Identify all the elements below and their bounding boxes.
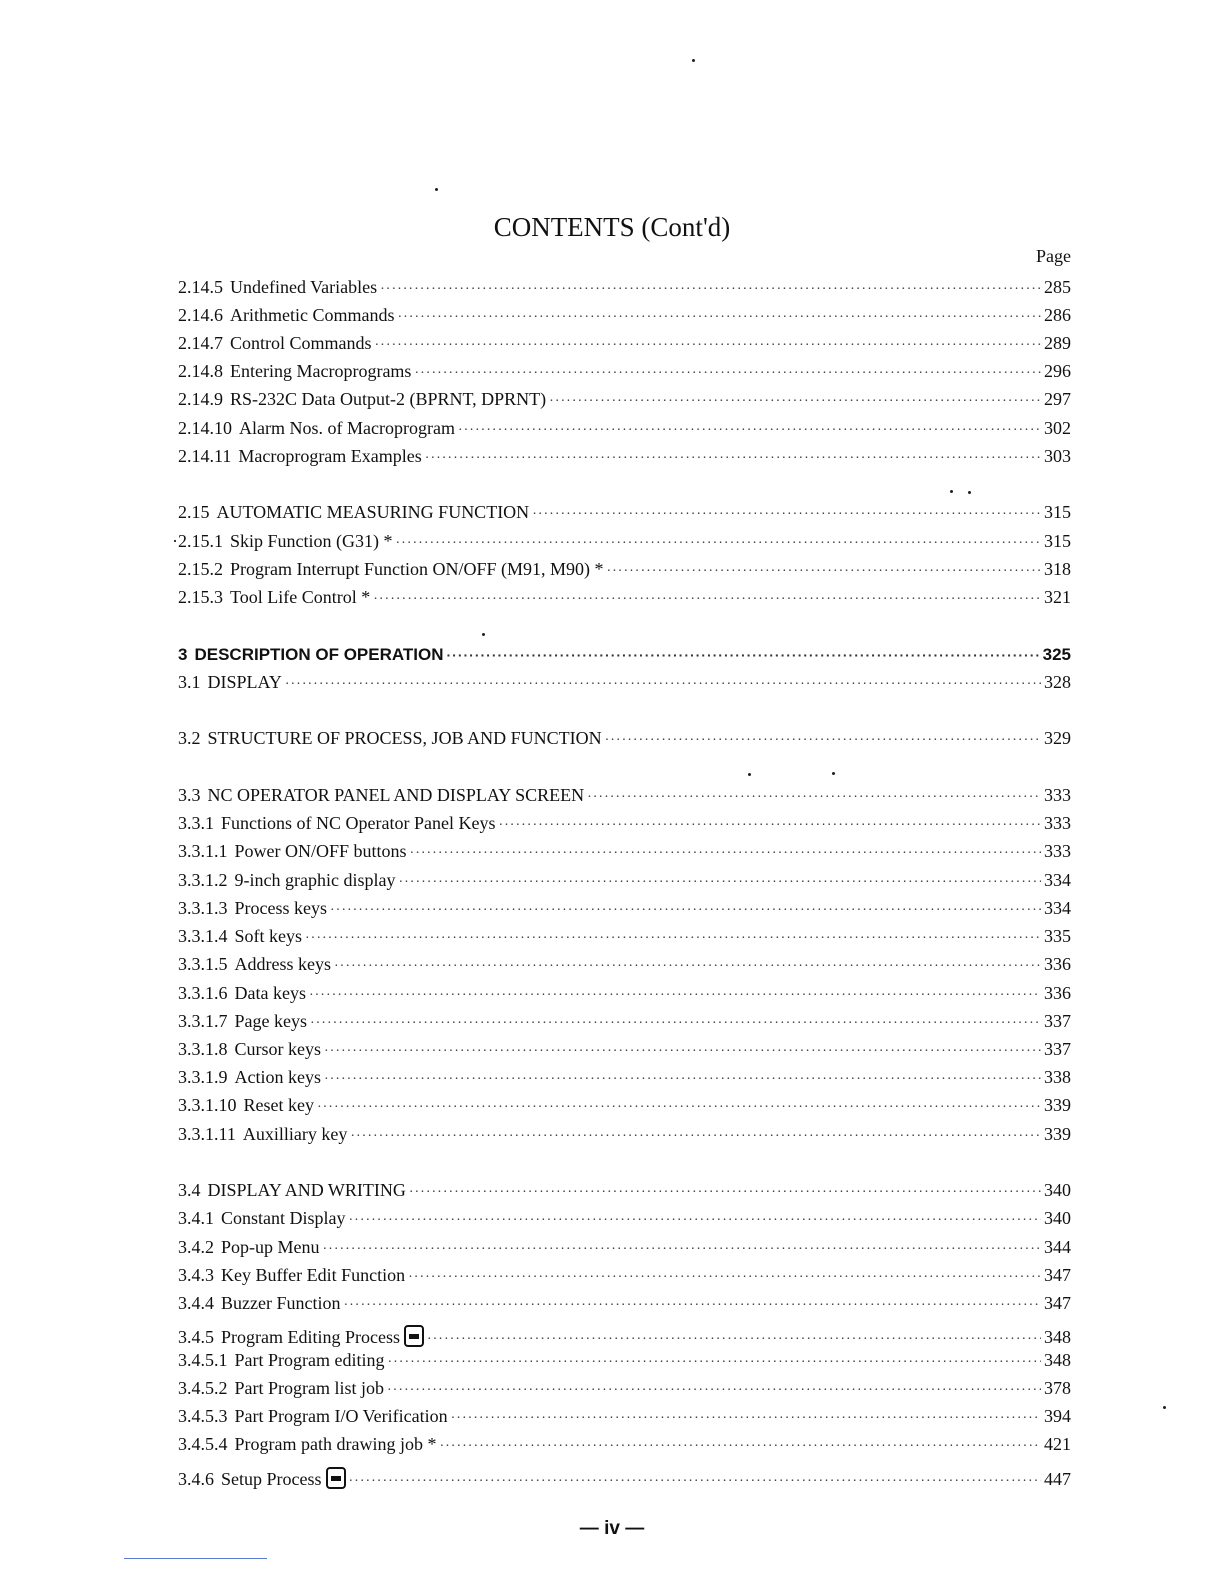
- dot-leader: [343, 1298, 1041, 1314]
- dot-leader: [414, 366, 1041, 382]
- toc-entry[interactable]: 3.4.3 Key Buffer Edit Function ····· 347: [178, 1265, 1071, 1291]
- dot-leader: [324, 1072, 1041, 1088]
- dot-leader: [380, 282, 1041, 298]
- toc-entry[interactable]: 3.3.1.3 Process keys ····· 334: [178, 898, 1071, 924]
- set-key-icon: [326, 1467, 346, 1489]
- toc-entry[interactable]: 3.3.1.5 Address keys ····· 336: [178, 954, 1071, 980]
- dot-leader: [409, 1185, 1041, 1201]
- dot-leader: [309, 988, 1041, 1004]
- dot-leader: [605, 733, 1041, 749]
- dot-leader: [285, 677, 1041, 693]
- dot-leader: [373, 592, 1041, 608]
- toc-entry[interactable]: 3.4.6 Setup Process ····· 447: [178, 1463, 1071, 1489]
- dot-leader: [408, 1270, 1041, 1286]
- toc-entry[interactable]: 3.3.1.7 Page keys ····· 337: [178, 1011, 1071, 1037]
- toc-entry[interactable]: 3.3 NC OPERATOR PANEL AND DISPLAY SCREEN ····· 333: [178, 785, 1071, 811]
- toc-entry[interactable]: 3.1 DISPLAY ····· 328: [178, 672, 1071, 698]
- toc-entry[interactable]: 3.4.2 Pop-up Menu ····· 344: [178, 1237, 1071, 1263]
- dot-leader: [324, 1044, 1041, 1060]
- dot-leader: [549, 394, 1041, 410]
- page-number: — iv —: [579, 1518, 645, 1539]
- toc-entry[interactable]: 3.3.1 Functions of NC Operator Panel Keys ····· 333: [178, 813, 1071, 839]
- scan-speck: [832, 772, 835, 775]
- scan-speck: [950, 490, 953, 493]
- toc-entry[interactable]: 3.4.5 Program Editing Process ····· 348: [178, 1321, 1071, 1347]
- scan-speck: [1163, 1406, 1166, 1409]
- toc-entry[interactable]: 3.3.1.4 Soft keys ····· 335: [178, 926, 1071, 952]
- toc-entry[interactable]: 3.4.5.1 Part Program editing ····· 348: [178, 1350, 1071, 1376]
- prog-key-icon: [404, 1325, 424, 1347]
- dot-leader: [330, 903, 1041, 919]
- toc-entry[interactable]: 2.15 AUTOMATIC MEASURING FUNCTION ····· 315: [178, 502, 1071, 528]
- dot-leader: [398, 875, 1041, 891]
- toc-entry[interactable]: 2.14.8 Entering Macroprograms ····· 296: [178, 361, 1071, 387]
- dot-leader: [349, 1213, 1042, 1229]
- dot-leader: [447, 647, 1040, 663]
- dot-leader: [310, 1016, 1041, 1032]
- scan-underline: [124, 1558, 267, 1559]
- toc-entry[interactable]: 3.4.5.3 Part Program I/O Verification ····· 394: [178, 1406, 1071, 1432]
- toc-entry[interactable]: 2.14.6 Arithmetic Commands ····· 286: [178, 305, 1071, 331]
- page-column-label: Page: [1036, 246, 1071, 266]
- dot-leader: [334, 959, 1041, 975]
- toc-entry[interactable]: 2.15.3 Tool Life Control * ····· 321: [178, 587, 1071, 613]
- dot-leader: [396, 536, 1041, 552]
- dot-leader: [305, 931, 1041, 947]
- toc-entry[interactable]: 2.14.9 RS-232C Data Output-2 (BPRNT, DPRNT) ····· 297: [178, 389, 1071, 415]
- toc-entry[interactable]: 3.2 STRUCTURE OF PROCESS, JOB AND FUNCTION ····· 329: [178, 728, 1071, 754]
- toc-entry[interactable]: 3.3.1.8 Cursor keys ····· 337: [178, 1039, 1071, 1065]
- scan-speck: [968, 491, 971, 494]
- dot-leader: [425, 451, 1041, 467]
- dot-leader: [606, 564, 1041, 580]
- dot-leader: [427, 1332, 1041, 1348]
- toc-entry[interactable]: 3.4 DISPLAY AND WRITING ····· 340: [178, 1180, 1071, 1206]
- scan-speck: [692, 59, 695, 62]
- dot-leader: [349, 1474, 1042, 1490]
- dot-leader: [587, 790, 1041, 806]
- page-title: CONTENTS (Cont'd): [493, 212, 731, 242]
- toc-entry[interactable]: 2.14.11 Macroprogram Examples ····· 303: [178, 446, 1071, 472]
- toc-entry[interactable]: 2.14.5 Undefined Variables ····· 285: [178, 277, 1071, 303]
- dot-leader: [323, 1242, 1042, 1258]
- dot-leader: [439, 1439, 1041, 1455]
- toc-entry[interactable]: 3.3.1.2 9-inch graphic display ····· 334: [178, 870, 1071, 896]
- toc-entry[interactable]: 2.15.2 Program Interrupt Function ON/OFF (M91, M90) * ····· 318: [178, 559, 1071, 585]
- scan-speck: [748, 773, 751, 776]
- toc-entry[interactable]: 3.3.1.6 Data keys ····· 336: [178, 983, 1071, 1009]
- toc-entry[interactable]: ·2.15.1 Skip Function (G31) * ····· 315: [172, 531, 1071, 557]
- dot-leader: [317, 1100, 1041, 1116]
- toc-entry[interactable]: 3.4.1 Constant Display ····· 340: [178, 1208, 1071, 1234]
- toc-entry[interactable]: 3.4.5.2 Part Program list job ····· 378: [178, 1378, 1071, 1404]
- toc-entry[interactable]: 3.3.1.11 Auxilliary key ····· 339: [178, 1124, 1071, 1150]
- dot-leader: [410, 846, 1041, 862]
- dot-leader: [387, 1383, 1041, 1399]
- scan-speck: [482, 633, 485, 636]
- dot-leader: [458, 423, 1041, 439]
- dot-leader: [375, 338, 1041, 354]
- toc-entry[interactable]: 2.14.10 Alarm Nos. of Macroprogram ····· 302: [178, 418, 1071, 444]
- toc-entry[interactable]: 3.3.1.9 Action keys ····· 338: [178, 1067, 1071, 1093]
- toc-entry[interactable]: 3.3.1.1 Power ON/OFF buttons ····· 333: [178, 841, 1071, 867]
- toc-entry[interactable]: 2.14.7 Control Commands ····· 289: [178, 333, 1071, 359]
- toc-entry[interactable]: 3.4.5.4 Program path drawing job * ····· 421: [178, 1434, 1071, 1460]
- scan-speck: [435, 188, 438, 191]
- dot-leader: [451, 1411, 1041, 1427]
- dot-leader: [498, 818, 1041, 834]
- dot-leader: [397, 310, 1041, 326]
- dot-leader: [350, 1129, 1041, 1145]
- dot-leader: [387, 1355, 1041, 1371]
- toc-entry[interactable]: 3.4.4 Buzzer Function ····· 347: [178, 1293, 1071, 1319]
- dot-leader: [532, 507, 1041, 523]
- toc-entry[interactable]: 3 DESCRIPTION OF OPERATION ····· 325: [178, 645, 1071, 671]
- toc-entry[interactable]: 3.3.1.10 Reset key ····· 339: [178, 1095, 1071, 1121]
